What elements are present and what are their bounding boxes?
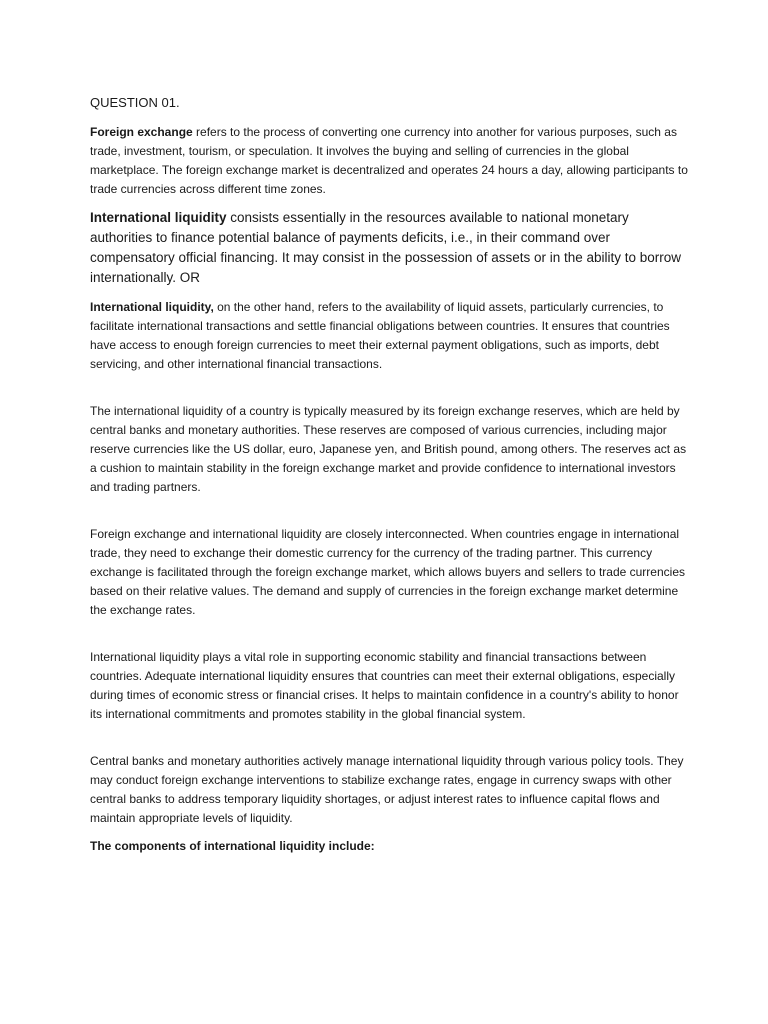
paragraph-international-liquidity-definition — [90, 208, 690, 288]
paragraph-role: International liquidity plays a vital role in supporting economic stability and financial transactions between countries. Adequate international liquidity ensures that countries can meet their external obligations, especially during times of economic stress or financial crises. It helps to maintain confidence in a country's ability to honor its international commitments and promotes stability in the global financial system. — [90, 650, 679, 721]
term-international-liquidity-alt: International liquidity, — [90, 300, 214, 314]
paragraph-text: refers to the process of converting one currency into another for various purposes, such as trade, investment, tourism, or speculation. It involves the buying and selling of currencies in the global marketplace. The foreign exchange market is decentralized and operates 24 hours a day, allowing participants to trade currencies across different time zones. — [90, 125, 688, 196]
paragraph-reserves: The international liquidity of a country is typically measured by its foreign exchange reserves, which are held by central banks and monetary authorities. These reserves are composed of various currencies, including major reserve currencies like the US dollar, euro, Japanese yen, and British pound, among others. The reserves act as a cushion to maintain stability in the foreign exchange market and provide confidence to international investors and trading partners. — [90, 404, 687, 494]
components-heading: The components of international liquidity include: — [90, 839, 375, 853]
paragraph-central-banks: Central banks and monetary authorities actively manage international liquidity through various policy tools. They may conduct foreign exchange interventions to stabilize exchange rates, engage in currency swaps with other central banks to address temporary liquidity shortages, or adjust interest rates to influence capital flows and maintain appropriate levels of liquidity. — [90, 754, 684, 825]
paragraph-text: consists essentially in the resources available to national monetary authorities to finance potential balance of payments deficits, i.e., in their command over compensatory official financing. It may consist in the possession of assets or in the ability to borrow internationally. OR — [90, 210, 682, 285]
paragraph-foreign-exchange — [90, 123, 690, 199]
term-foreign-exchange: Foreign exchange — [90, 125, 193, 139]
paragraph-text: on the other hand, refers to the availability of liquid assets, particularly currencies, to facilitate international transactions and settle financial obligations between countries. It ensures that countries have access to enough foreign currencies to meet their external payment obligations, such as imports, debt servicing, and other international financial transactions. — [90, 300, 670, 371]
question-heading: QUESTION 01. — [90, 95, 180, 110]
paragraph-international-liquidity-alternate — [90, 298, 690, 374]
document-page — [90, 94, 690, 856]
paragraph-interconnection: Foreign exchange and international liquidity are closely interconnected. When countries engage in international trade, they need to exchange their domestic currency for the currency of the trading partner. This currency exchange is facilitated through the foreign exchange market, which allows buyers and sellers to trade currencies based on their relative values. The demand and supply of currencies in the foreign exchange market determine the exchange rates. — [90, 527, 685, 617]
term-international-liquidity: International liquidity — [90, 210, 227, 225]
